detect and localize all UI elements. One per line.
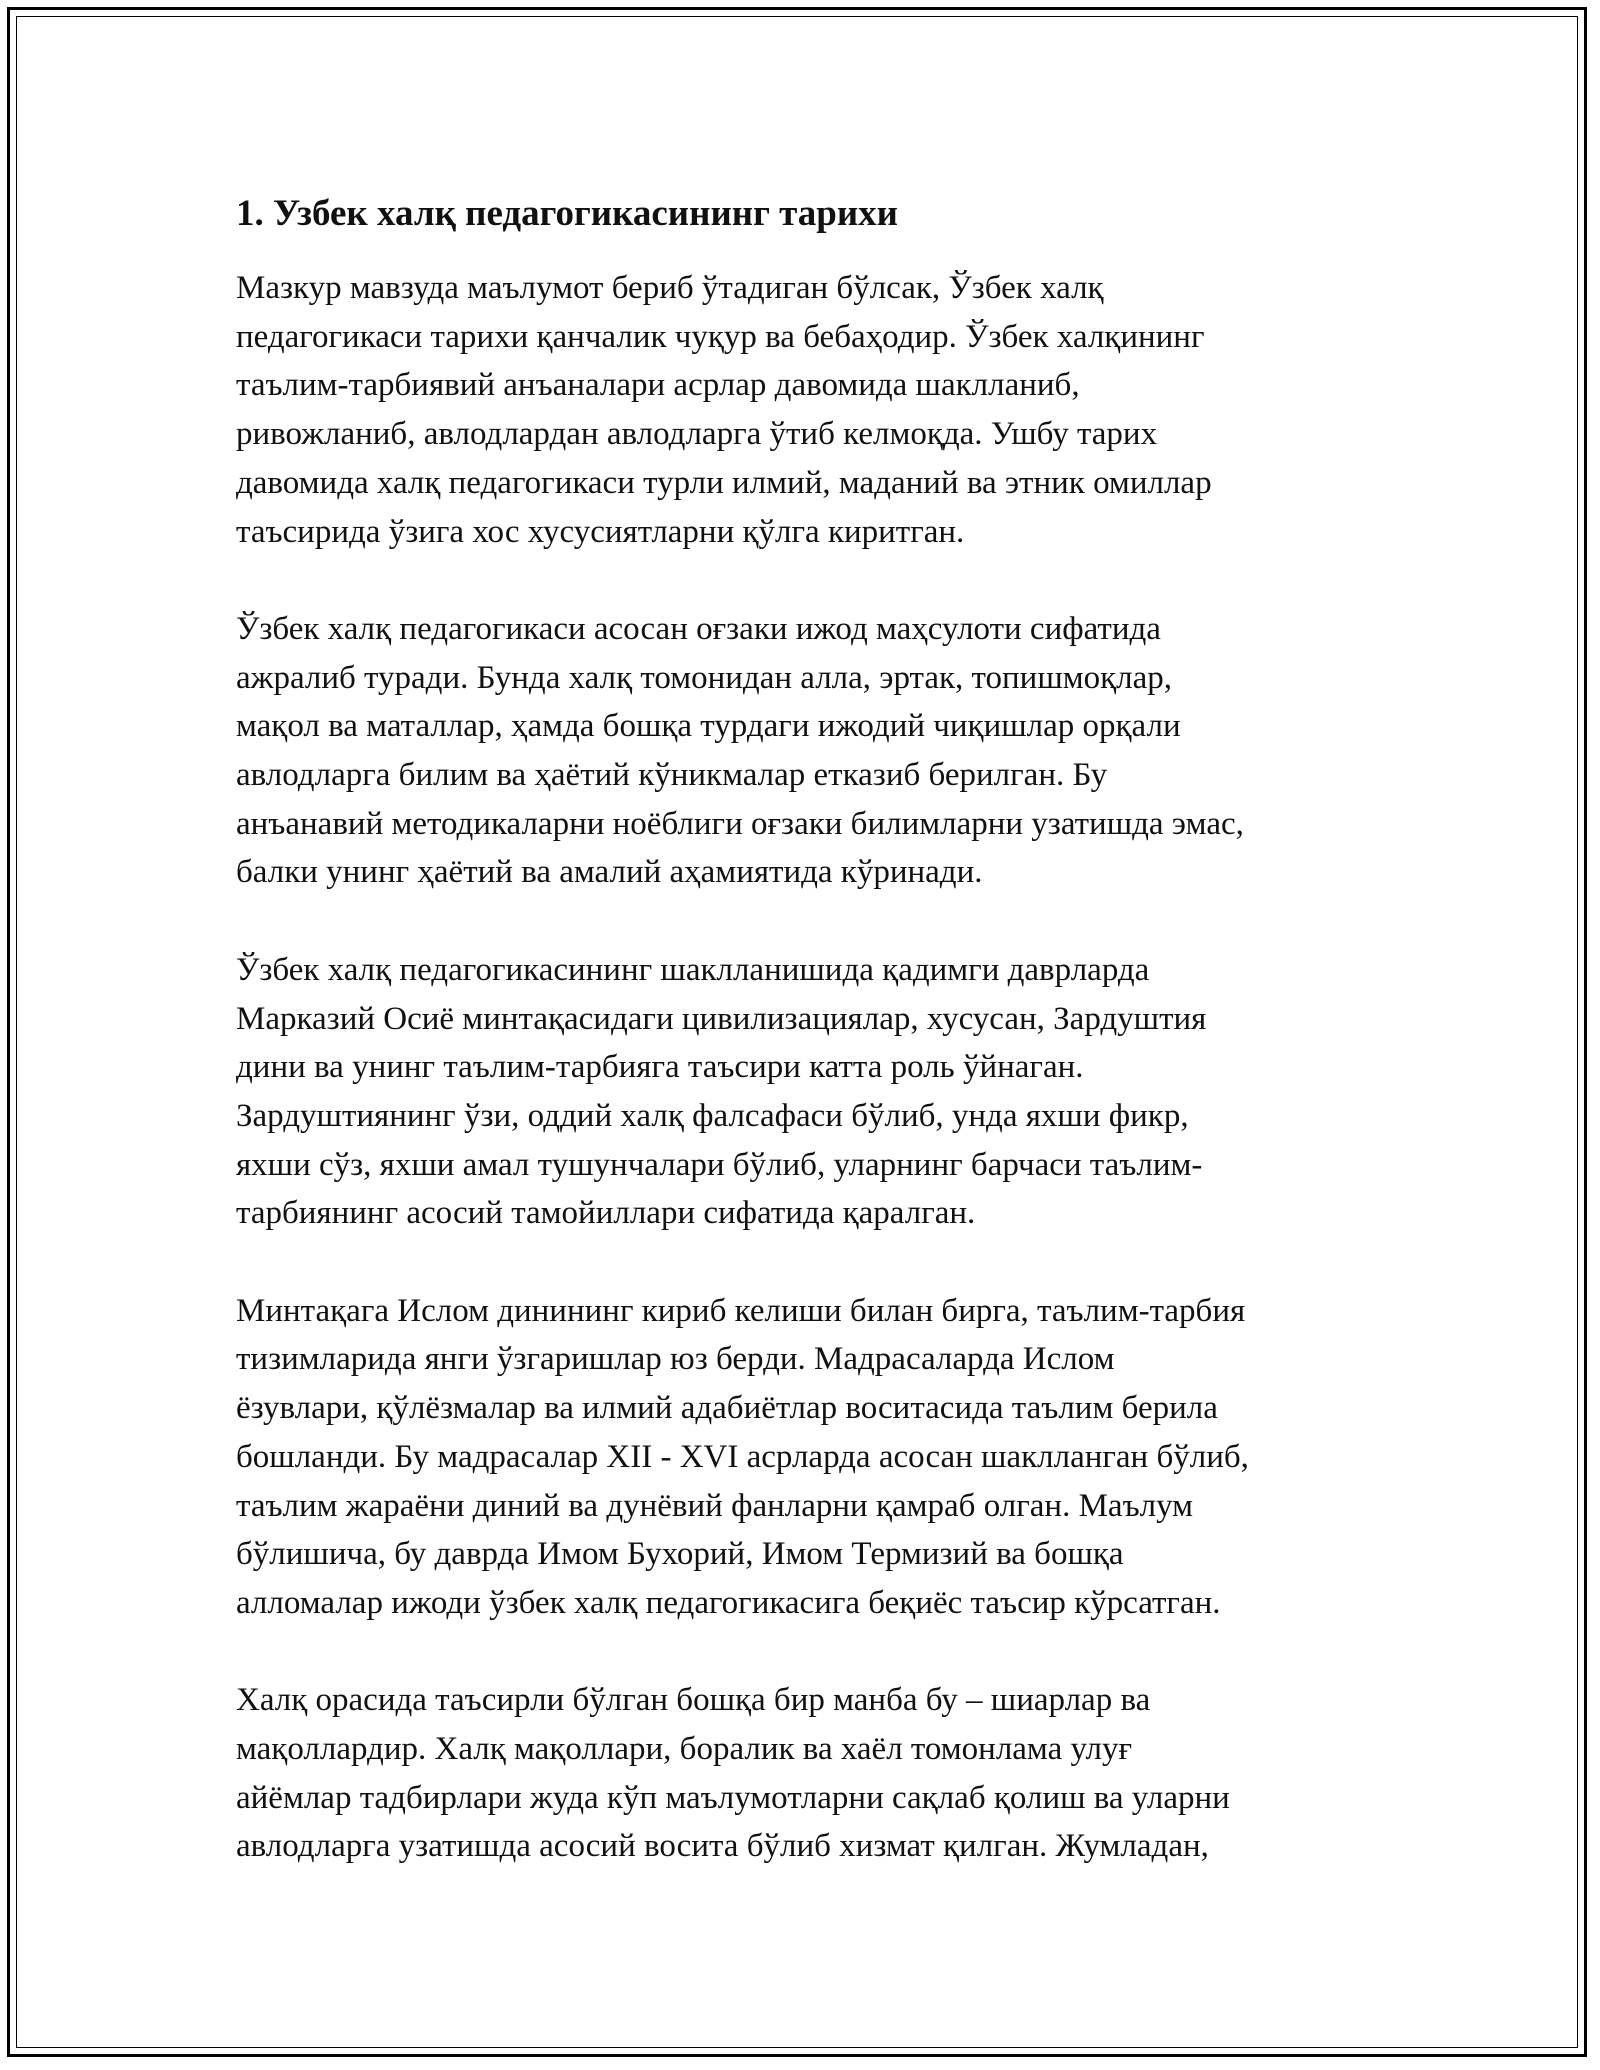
paragraph-line: таълим-тарбиявий анъаналари асрлар давомида шаклланиб, bbox=[236, 367, 1080, 404]
paragraph-line: тарбиянинг асосий тамойиллари сифатида қаралган. bbox=[236, 1195, 976, 1232]
paragraph-line: алломалар ижоди ўзбек халқ педагогикасига беқиёс таъсир кўрсатган. bbox=[236, 1584, 1221, 1621]
paragraph-line: Ўзбек халқ педагогикаси асосан оғзаки ижод маҳсулоти сифатида bbox=[236, 610, 1161, 647]
document-page bbox=[236, 186, 1376, 1920]
paragraph-line: таъсирида ўзига хос хусусиятларни қўлга киритган. bbox=[236, 513, 965, 550]
paragraph-line: мақол ва маталлар, ҳамда бошқа турдаги ижодий чиқишлар орқали bbox=[236, 708, 1181, 745]
paragraph-line: бошланди. Бу мадрасалар XII - XVI асрларда асосан шаклланган бўлиб, bbox=[236, 1438, 1249, 1475]
paragraph-line: мақоллардир. Халқ мақоллари, боралик ва хаёл томонлама улуғ bbox=[236, 1731, 1133, 1768]
paragraph-line: Халқ орасида таъсирли бўлган бошқа бир манба бу – шиарлар ва bbox=[236, 1682, 1151, 1719]
paragraph-4 bbox=[236, 1287, 1376, 1628]
paragraph-line: авлодларга билим ва ҳаётий кўникмалар етказиб берилган. Бу bbox=[236, 757, 1108, 794]
paragraph-line: давомида халқ педагогикаси турли илмий, маданий ва этник омиллар bbox=[236, 464, 1212, 501]
paragraph-line: Зардуштиянинг ўзи, оддий халқ фалсафаси бўлиб, унда яхши фикр, bbox=[236, 1097, 1189, 1134]
paragraph-line: ажралиб туради. Бунда халқ томонидан алла, эртак, топишмоқлар, bbox=[236, 659, 1173, 696]
paragraph-line: Мазкур мавзуда маълумот бериб ўтадиган бўлсак, Ўзбек халқ bbox=[236, 270, 1104, 306]
paragraph-line: Марказий Осиё минтақасидаги цивилизациялар, хусусан, Зардуштия bbox=[236, 1000, 1207, 1037]
paragraph-1 bbox=[236, 264, 1376, 556]
paragraph-line: Ўзбек халқ педагогикасининг шаклланишида қадимги даврларда bbox=[236, 951, 1150, 988]
paragraph-5 bbox=[236, 1676, 1376, 1871]
paragraph-3 bbox=[236, 946, 1376, 1238]
paragraph-line: дини ва унинг таълим-тарбияга таъсири катта роль ўйнаган. bbox=[236, 1049, 1084, 1086]
paragraph-2 bbox=[236, 605, 1376, 897]
paragraph-line: авлодларга узатишда асосий восита бўлиб хизмат қилган. Жумладан, bbox=[236, 1828, 1209, 1865]
paragraph-line: ривожланиб, авлодлардан авлодларга ўтиб келмоқда. Ушбу тарих bbox=[236, 416, 1158, 453]
paragraph-line: тизимларида янги ўзгаришлар юз берди. Мадрасаларда Ислом bbox=[236, 1341, 1115, 1378]
paragraph-line: анъанавий методикаларни ноёблиги оғзаки билимларни узатишда эмас, bbox=[236, 805, 1244, 842]
paragraph-line: ёзувлари, қўлёзмалар ва илмий адабиётлар воситасида таълим берила bbox=[236, 1390, 1218, 1427]
paragraph-line: педагогикаси тарихи қанчалик чуқур ва бебаҳодир. Ўзбек халқининг bbox=[236, 318, 1205, 355]
paragraph-line: Минтақага Ислом динининг кириб келиши билан бирга, таълим-тарбия bbox=[236, 1292, 1246, 1329]
document-title: 1. Узбек халқ педагогикасининг тарихи bbox=[236, 193, 898, 234]
paragraph-line: таълим жараёни диний ва дунёвий фанларни қамраб олган. Маълум bbox=[236, 1487, 1194, 1524]
paragraph-line: балки унинг ҳаётий ва амалий аҳамиятида кўринади. bbox=[236, 854, 983, 891]
paragraph-line: яхши сўз, яхши амал тушунчалари бўлиб, уларнинг барчаси таълим- bbox=[236, 1146, 1203, 1183]
paragraph-line: айёмлар тадбирлари жуда кўп маълумотларни сақлаб қолиш ва уларни bbox=[236, 1779, 1230, 1816]
paragraph-line: бўлишича, бу даврда Имом Бухорий, Имом Термизий ва бошқа bbox=[236, 1536, 1124, 1573]
